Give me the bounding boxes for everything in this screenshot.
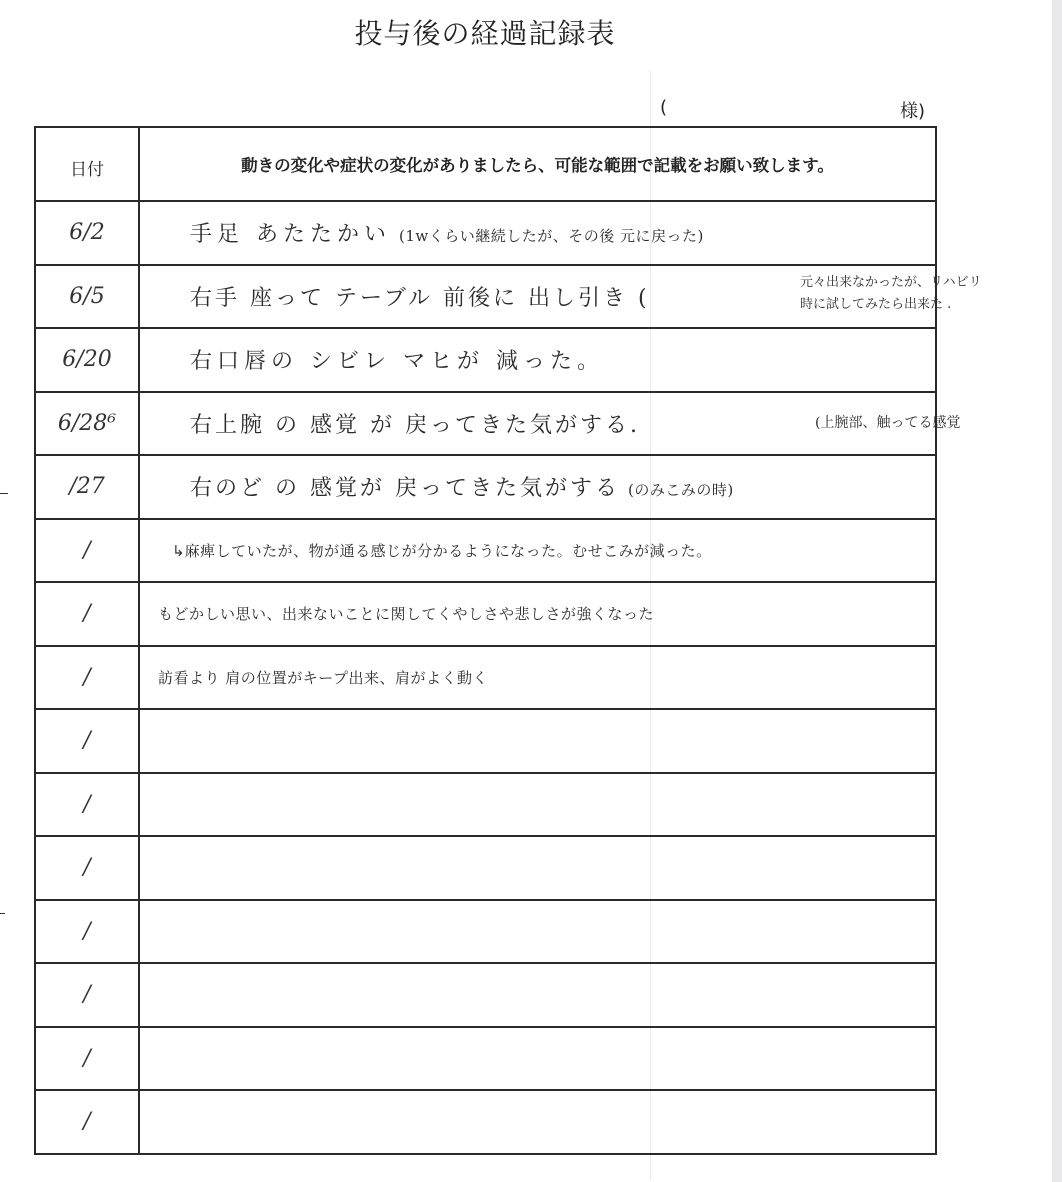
date-cell[interactable]: /27 [35, 455, 139, 519]
date-cell[interactable]: / [35, 709, 139, 773]
header-date: 日付 [35, 127, 139, 201]
overflow-note-line: 時に試してみたら出来た . [800, 296, 952, 312]
table-row [35, 519, 936, 583]
entry-text: もどかしい思い、出来ないことに関してくやしさや悲しさが強くなった [158, 605, 655, 624]
date-cell[interactable]: / [35, 1027, 139, 1091]
date-cell[interactable]: 6/20 [35, 328, 139, 392]
overflow-note-line: 元々出来なかったが、リハビリ [800, 274, 982, 290]
entry-cell[interactable] [139, 646, 936, 710]
table-row [35, 836, 936, 900]
page-edge-strip [1052, 0, 1062, 1182]
entry-text: 右手 座って テーブル 前後に 出し引き ( [190, 285, 650, 311]
entry-text: 麻痺していたが、物が通る感じが分かるようになった。むせこみが減った。 [184, 541, 712, 560]
entry-cell[interactable] [139, 519, 936, 583]
table-row [35, 1090, 936, 1154]
entry-text: 右口唇の シビレ マヒが 減った。 [190, 349, 604, 375]
date-cell[interactable]: / [35, 900, 139, 964]
progress-log-table [34, 126, 982, 1155]
document-title: 投与後の経過記録表 [354, 17, 616, 50]
table-row [35, 392, 936, 456]
entry-text: 手足 あたたかい [190, 222, 391, 248]
entry-text: 右のど の 感覚が 戻ってきた気がする [190, 476, 620, 502]
entry-cell[interactable] [139, 709, 936, 773]
entry-cell[interactable] [139, 1027, 936, 1091]
entry-cell[interactable] [139, 773, 936, 837]
entry-cell[interactable] [139, 328, 936, 392]
table-row [35, 582, 936, 646]
header-description: 動きの変化や症状の変化がありましたら、可能な範囲で記載をお願い致します。 [139, 127, 936, 201]
date-cell[interactable]: / [35, 519, 139, 583]
table-row [35, 900, 936, 964]
date-cell[interactable]: 6/28⁶ [35, 392, 139, 456]
table-header-row [35, 127, 936, 201]
entry-cell[interactable] [139, 900, 936, 964]
table-row [35, 773, 936, 837]
entry-note: (1wくらい継続したが、その後 元に戻った) [399, 227, 704, 246]
date-cell[interactable]: 6/5 [35, 265, 139, 329]
overflow-note [800, 272, 982, 316]
name-suffix: 様) [899, 101, 925, 122]
table-row [35, 455, 936, 519]
entry-cell[interactable] [139, 392, 961, 456]
date-cell[interactable]: / [35, 963, 139, 1027]
entry-text: 訪看より 肩の位置がキープ出来、肩がよく動く [158, 668, 489, 687]
date-cell[interactable]: / [35, 646, 139, 710]
continuation-arrow-icon: ↳ [172, 541, 185, 560]
entry-cell[interactable] [139, 455, 936, 519]
patient-name-field[interactable] [655, 97, 925, 123]
entry-cell[interactable] [139, 582, 936, 646]
entry-cell[interactable] [139, 201, 936, 265]
entry-text: 右上腕 の 感覚 が 戻ってきた気がする. [190, 412, 640, 438]
table-row [35, 328, 936, 392]
date-cell[interactable]: / [35, 1090, 139, 1154]
table-row [35, 963, 936, 1027]
table-row [35, 201, 936, 265]
date-cell[interactable]: 6/2 [35, 201, 139, 265]
date-cell[interactable]: / [35, 582, 139, 646]
table-row [35, 265, 936, 329]
entry-cell[interactable] [139, 1090, 936, 1154]
margin-mark [0, 493, 8, 494]
table-row [35, 1027, 936, 1091]
date-cell[interactable]: / [35, 773, 139, 837]
margin-mark [0, 913, 5, 914]
overflow-note: (上腕部、触ってる感覚 [815, 414, 961, 431]
name-open-paren: ( [660, 97, 668, 118]
entry-cell[interactable] [139, 963, 936, 1027]
entry-cell[interactable] [139, 265, 982, 329]
entry-note: (のみこみの時) [627, 481, 734, 500]
table-row [35, 646, 936, 710]
table-row [35, 709, 936, 773]
date-cell[interactable]: / [35, 836, 139, 900]
entry-cell[interactable] [139, 836, 936, 900]
